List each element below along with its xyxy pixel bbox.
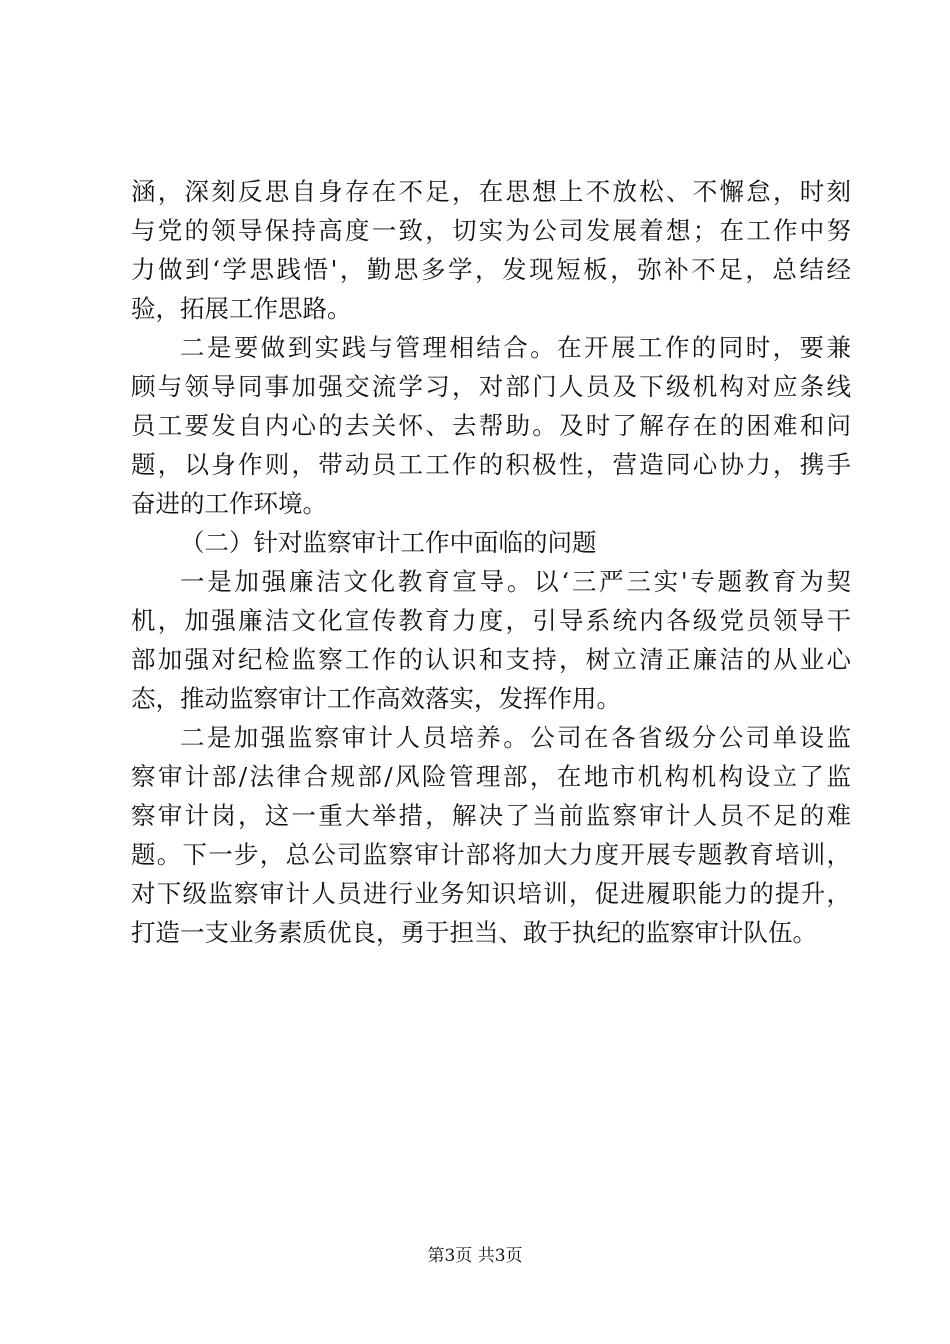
text-line: 验，拓展工作思路。 — [131, 294, 352, 323]
page-footer: 第3页 共3页 — [427, 1246, 523, 1266]
text-line: 打造一支业务素质优良，勇于担当、敢于执纪的监察审计队伍。 — [131, 918, 817, 947]
text-line: 对下级监察审计人员进行业务知识培训，促进履职能力的提升， — [131, 879, 851, 908]
text-line: 题。下一步，总公司监察审计部将加大力度开展专题教育培训， — [131, 840, 851, 869]
paragraph-start-line: 二是加强监察审计人员培养。公司在各省级分公司单设监 — [180, 723, 851, 752]
paragraph-start-line: 一是加强廉洁文化教育宣导。以‘三严三实'专题教育为契 — [180, 567, 851, 596]
text-line: 顾与领导同事加强交流学习，对部门人员及下级机构对应条线 — [131, 372, 851, 401]
text-line: 察审计岗，这一重大举措，解决了当前监察审计人员不足的难 — [131, 801, 851, 830]
text-line: 机，加强廉洁文化宣传教育力度，引导系统内各级党员领导干 — [131, 606, 851, 635]
text-line: 力做到‘学思践悟'，勤思多学，发现短板，弥补不足，总结经 — [131, 255, 851, 284]
paragraph-start-line: 二是要做到实践与管理相结合。在开展工作的同时，要兼 — [180, 333, 851, 362]
text-line: 态，推动监察审计工作高效落实，发挥作用。 — [131, 684, 621, 713]
text-line: 题，以身作则，带动员工工作的积极性，营造同心协力，携手 — [131, 450, 851, 479]
text-line: 与党的领导保持高度一致，切实为公司发展着想；在工作中努 — [131, 216, 851, 245]
text-line: 员工要发自内心的去关怀、去帮助。及时了解存在的困难和问 — [131, 411, 851, 440]
section-heading: （二）针对监察审计工作中面临的问题 — [180, 528, 597, 557]
text-line: 涵，深刻反思自身存在不足，在思想上不放松、不懈怠，时刻 — [131, 177, 851, 206]
document-body — [131, 172, 851, 952]
text-line: 察审计部/法律合规部/风险管理部，在地市机构机构设立了监 — [131, 762, 851, 791]
text-line: 部加强对纪检监察工作的认识和支持，树立清正廉洁的从业心 — [131, 645, 851, 674]
text-line: 奋进的工作环境。 — [131, 489, 327, 518]
